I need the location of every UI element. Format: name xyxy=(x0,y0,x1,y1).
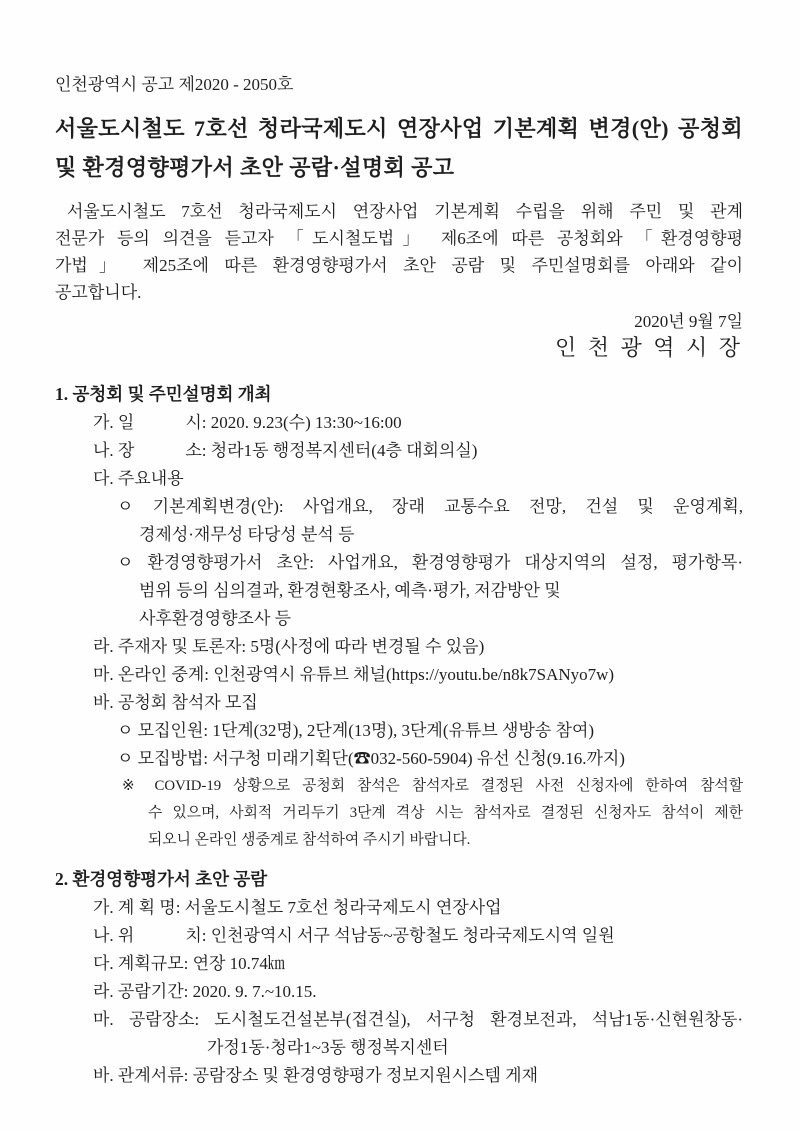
item-inspection-venue-line-1: 마. 공람장소: 도시철도건설본부(접견실), 서구청 환경보전과, 석남1동·신현원창동· xyxy=(93,1010,743,1029)
section-public-hearing xyxy=(55,381,743,854)
bullet-recruit-count: ㅇ 모집인원: 1단계(32명), 2단계(13명), 3단계(유튜브 생방송 참여) xyxy=(117,721,595,740)
item-inspection-period: 라. 공람기간: 2020. 9. 7.~10.15. xyxy=(93,982,317,1001)
notice-number: 인천광역시 공고 제2020 - 2050호 xyxy=(55,75,294,94)
section2-heading: 2. 환경영향평가서 초안 공람 xyxy=(55,869,268,889)
section1-body xyxy=(55,409,743,854)
bullet-eia-draft-line-3: 사후환경영향조사 등 xyxy=(139,609,292,628)
document-title xyxy=(55,109,743,187)
item-place: 나. 장 소: 청라1동 행정복지센터(4층 대회의실) xyxy=(93,441,478,460)
item-plan-name: 가. 계 획 명: 서울도시철도 7호선 청라국제도시 연장사업 xyxy=(93,898,502,917)
section-eia-inspection xyxy=(55,866,743,1090)
item-related-documents: 바. 관계서류: 공람장소 및 환경영향평가 정보지원시스템 게재 xyxy=(93,1066,539,1085)
title-line-1: 서울도시철도 7호선 청라국제도시 연장사업 기본계획 변경(안) 공청회 xyxy=(55,116,743,141)
item-plan-scale: 다. 계획규모: 연장 10.74㎞ xyxy=(93,954,285,973)
item-inspection-venue-line-2: 가정1동·청라1~3동 행정복지센터 xyxy=(207,1038,449,1057)
bullet-basic-plan-line-1: ㅇ 기본계획변경(안): 사업개요, 장래 교통수요 전망, 건설 및 운영계획, xyxy=(117,497,743,516)
item-contents: 다. 주요내용 xyxy=(93,469,184,488)
bullet-eia-draft-line-2: 범위 등의 심의결과, 환경현황조사, 예측·평가, 저감방안 및 xyxy=(139,581,561,600)
item-location: 나. 위 치: 인천광역시 서구 석남동~공항철도 청라국제도시역 일원 xyxy=(93,926,615,945)
covid-note-line-3: 되오니 온라인 생중계로 참석하여 주시기 바랍니다. xyxy=(148,832,471,848)
intro-paragraph xyxy=(55,198,743,306)
bullet-eia-draft-line-1: ㅇ 환경영향평가서 초안: 사업개요, 환경영향평가 대상지역의 설정, 평가항목· xyxy=(117,553,743,572)
intro-line-4: 공고합니다. xyxy=(55,283,142,302)
item-datetime: 가. 일 시: 2020. 9.23(수) 13:30~16:00 xyxy=(93,413,402,432)
covid-note-line-2: 수 있으며, 사회적 거리두기 3단계 격상 시는 참석자로 결정된 신청자도 참석이 제한 xyxy=(148,805,743,821)
section1-heading: 1. 공청회 및 주민설명회 개최 xyxy=(55,384,272,404)
intro-line-2: 전문가 등의 의견을 듣고자 「도시철도법」 제6조에 따른 공청회와 「환경영향평 xyxy=(55,229,743,248)
bullet-recruit-method: ㅇ 모집방법: 서구청 미래기획단(☎032-560-5904) 유선 신청(9.16.까지) xyxy=(117,749,625,768)
title-line-2: 및 환경영향평가서 초안 공람·설명회 공고 xyxy=(55,155,455,180)
intro-line-1: 서울도시철도 7호선 청라국제도시 연장사업 기본계획 수립을 위해 주민 및 관계 xyxy=(67,202,743,221)
section2-body xyxy=(55,894,743,1090)
announcement-date: 2020년 9월 7일 xyxy=(634,312,743,331)
mayor-signature: 인 천 광 역 시 장 xyxy=(554,335,743,360)
item-attendee-recruitment: 바. 공청회 참석자 모집 xyxy=(93,693,258,712)
bullet-basic-plan-line-2: 경제성·재무성 타당성 분석 등 xyxy=(139,525,355,544)
covid-note-line-1: ※ COVID-19 상황으로 공청회 참석은 참석자로 결정된 사전 신청자에 한하여 참석할 xyxy=(122,778,743,794)
intro-line-3: 가법」 제25조에 따른 환경영향평가서 초안 공람 및 주민설명회를 아래와 같이 xyxy=(55,256,743,275)
item-online-broadcast: 마. 온라인 중계: 인천광역시 유튜브 채널(https://youtu.be/n8k7SANyo7w) xyxy=(93,665,615,684)
item-panelists: 라. 주재자 및 토론자: 5명(사정에 따라 변경될 수 있음) xyxy=(93,637,485,656)
